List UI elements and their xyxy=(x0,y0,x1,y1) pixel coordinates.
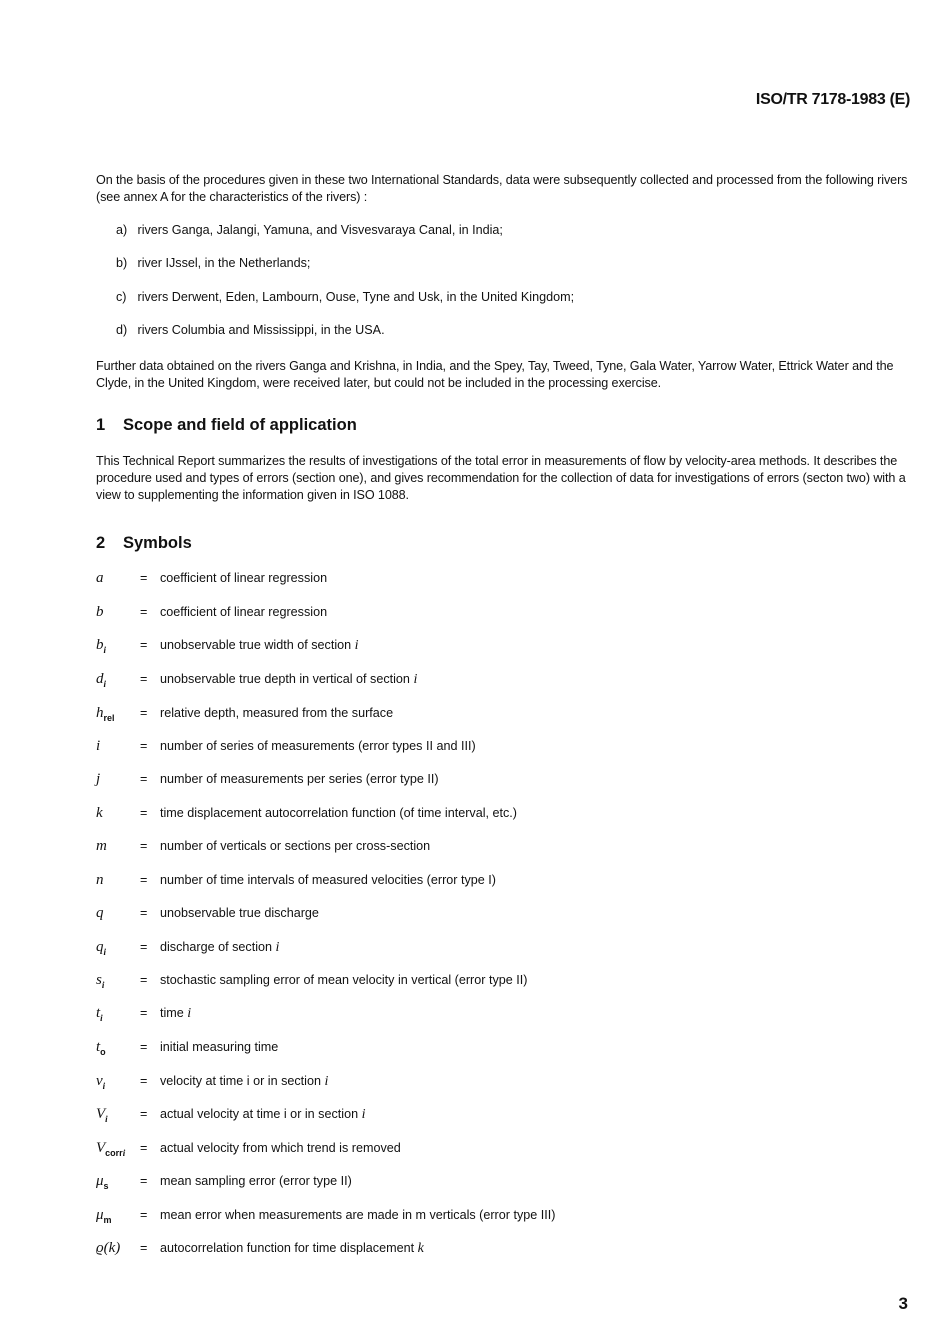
equals-sign: = xyxy=(140,839,148,853)
equals-sign: = xyxy=(140,1040,148,1054)
section-1-heading xyxy=(96,416,357,435)
symbol: i xyxy=(96,738,101,754)
symbol: $v_i$ xyxy=(96,1073,106,1091)
symbol-description: time displacement autocorrelation function (of time interval, etc.) xyxy=(160,806,517,820)
list-item-label: d) xyxy=(116,323,128,337)
section-2-heading xyxy=(96,534,192,553)
symbol: j xyxy=(96,771,101,787)
symbol: $t_o$ xyxy=(96,1039,106,1057)
section-number: 2 xyxy=(96,534,106,552)
equals-sign: = xyxy=(140,706,148,720)
symbol-description: time i xyxy=(160,1006,192,1021)
equals-sign: = xyxy=(140,672,148,686)
symbol: k xyxy=(96,805,103,821)
symbol: $V_i$ xyxy=(96,1106,108,1124)
symbol-description: stochastic sampling error of mean velocity in vertical (error type II) xyxy=(160,973,528,987)
further-data-paragraph: Further data obtained on the rivers Ganga and Krishna, in India, and the Spey, Tay, Tweed, Tyne, Gala Water, Yarrow Water, Ettrick Water and the Clyde, in the United Kingdom, were received later, but could not be included in the processing exercise. xyxy=(96,359,894,390)
list-item-text: river IJssel, in the Netherlands; xyxy=(137,256,311,270)
symbol-description: actual velocity from which trend is removed xyxy=(160,1141,401,1155)
equals-sign: = xyxy=(140,873,148,887)
symbol: ϱ(k) xyxy=(96,1240,121,1256)
symbol-description: coefficient of linear regression xyxy=(160,571,328,585)
list-item xyxy=(116,255,310,272)
section-title: Symbols xyxy=(123,534,192,552)
symbol-description: mean sampling error (error type II) xyxy=(160,1174,352,1188)
symbol: $V_{corri}$ xyxy=(96,1140,126,1158)
symbol: $\mu_s$ xyxy=(96,1173,109,1191)
symbol-description: number of verticals or sections per cross-section xyxy=(160,839,431,853)
symbol-description: velocity at time i or in section i xyxy=(160,1074,329,1089)
equals-sign: = xyxy=(140,605,148,619)
symbol: a xyxy=(96,570,104,586)
list-item-text: rivers Ganga, Jalangi, Yamuna, and Visvesvaraya Canal, in India; xyxy=(137,223,503,237)
list-item xyxy=(116,322,385,339)
page-number: 3 xyxy=(898,1294,908,1313)
symbol-description: mean error when measurements are made in m verticals (error type III) xyxy=(160,1208,556,1222)
symbol: q xyxy=(96,905,104,921)
equals-sign: = xyxy=(140,772,148,786)
list-item-label: b) xyxy=(116,256,128,270)
symbol-description: unobservable true depth in vertical of section i xyxy=(160,672,418,687)
equals-sign: = xyxy=(140,1208,148,1222)
symbol: $q_i$ xyxy=(96,939,107,957)
symbol: $h_{rel}$ xyxy=(96,705,115,723)
list-item xyxy=(116,289,574,306)
section-title: Scope and field of application xyxy=(123,416,357,434)
equals-sign: = xyxy=(140,1006,148,1020)
symbol-description: number of time intervals of measured velocities (error type I) xyxy=(160,873,496,887)
symbol: b xyxy=(96,604,104,620)
equals-sign: = xyxy=(140,906,148,920)
symbol: $d_i$ xyxy=(96,671,107,689)
symbol-description: unobservable true width of section i xyxy=(160,638,359,653)
symbol-description: number of measurements per series (error type II) xyxy=(160,772,439,786)
symbol-description: unobservable true discharge xyxy=(160,906,319,920)
list-item xyxy=(116,222,503,239)
equals-sign: = xyxy=(140,1141,148,1155)
document-id: ISO/TR 7178-1983 (E) xyxy=(755,91,910,108)
symbol: $t_i$ xyxy=(96,1005,103,1023)
symbol-description: discharge of section i xyxy=(160,940,280,955)
equals-sign: = xyxy=(140,1107,148,1121)
scope-paragraph: This Technical Report summarizes the results of investigations of the total error in measurements of flow by velocity-area methods. It describes the procedure used and types of errors (section one), and gives recommendation for the collection of data for investigations of errors (secton two) with a view to supplementing the information given in ISO 1088. xyxy=(96,454,906,502)
section-number: 1 xyxy=(96,416,106,434)
equals-sign: = xyxy=(140,571,148,585)
symbol-description: relative depth, measured from the surface xyxy=(160,706,394,720)
equals-sign: = xyxy=(140,1174,148,1188)
symbol-description: coefficient of linear regression xyxy=(160,605,328,619)
equals-sign: = xyxy=(140,940,148,954)
equals-sign: = xyxy=(140,739,148,753)
equals-sign: = xyxy=(140,1241,148,1255)
list-item-text: rivers Columbia and Mississippi, in the USA. xyxy=(137,323,385,337)
equals-sign: = xyxy=(140,1074,148,1088)
list-item-label: a) xyxy=(116,223,128,237)
symbol: n xyxy=(96,872,104,888)
symbol: m xyxy=(96,838,107,854)
equals-sign: = xyxy=(140,638,148,652)
symbol-description: initial measuring time xyxy=(160,1040,279,1054)
symbol: $\mu_m$ xyxy=(96,1207,112,1225)
list-item-label: c) xyxy=(116,290,127,304)
list-item-text: rivers Derwent, Eden, Lambourn, Ouse, Tyne and Usk, in the United Kingdom; xyxy=(137,290,575,304)
equals-sign: = xyxy=(140,973,148,987)
symbol: $s_i$ xyxy=(96,972,105,990)
symbol-description: autocorrelation function for time displacement k xyxy=(160,1241,424,1256)
intro-paragraph: On the basis of the procedures given in these two International Standards, data were subsequently collected and processed from the following rivers (see annex A for the characteristics of the rivers) : xyxy=(96,173,908,204)
symbol-description: number of series of measurements (error types II and III) xyxy=(160,739,476,753)
symbol-description: actual velocity at time i or in section i xyxy=(160,1107,366,1122)
equals-sign: = xyxy=(140,806,148,820)
symbol: $b_i$ xyxy=(96,637,107,655)
